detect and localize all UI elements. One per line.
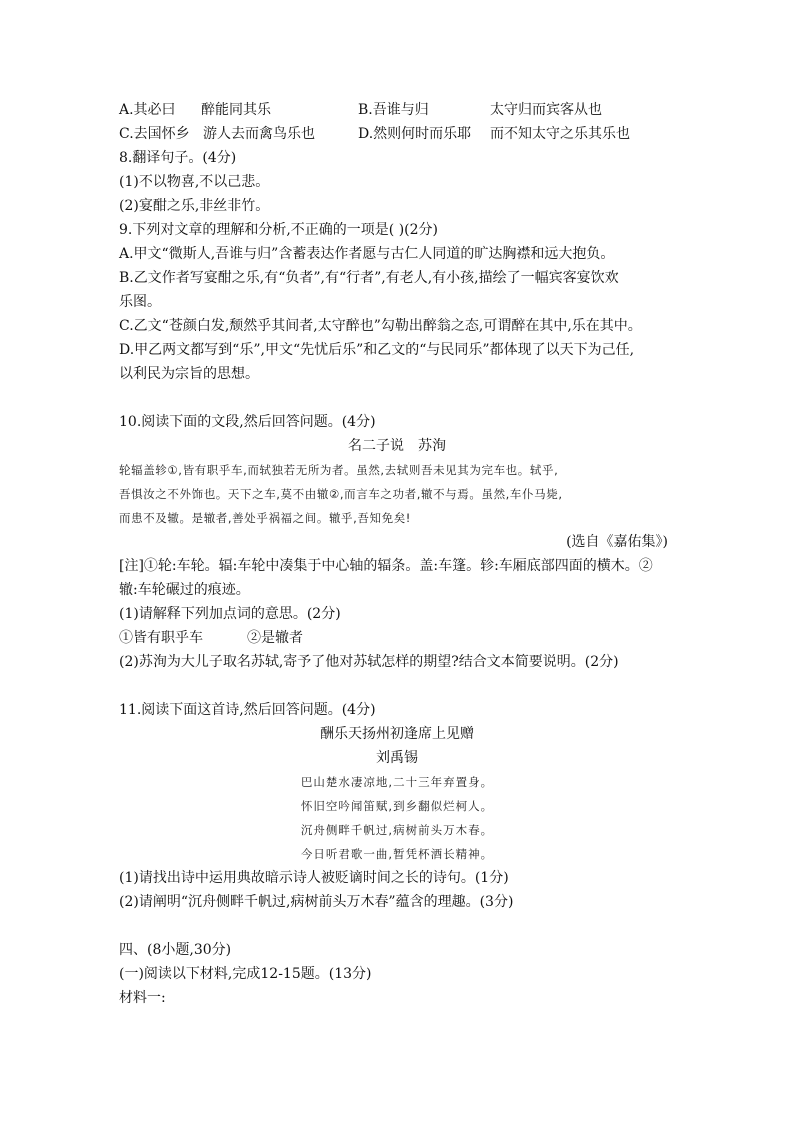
q7-row-ab [119, 99, 602, 121]
q11-sub-question-1: (1)请找出诗中运用典故暗示诗人被贬谪时间之长的诗句。(1分) [119, 870, 509, 886]
q11-poem-author: 刘禹锡 [376, 750, 418, 766]
q11-poem-line: 怀旧空吟闻笛赋,到乡翻似烂柯人。 [300, 799, 494, 813]
q7-option-c-label: C.去国怀乡 [119, 126, 190, 142]
q10-passage-title: 名二子说 苏洵 [348, 438, 446, 454]
q9-option-d-line1: D.甲乙两文都写到“乐”,甲文“先忧后乐”和乙文的“与民同乐”都体现了以天下为己任, [119, 342, 635, 358]
q11-title: 11.阅读下面这首诗,然后回答问题。(4分) [119, 702, 376, 718]
q10-note-line2: 辙:车轮碾过的痕迹。 [119, 582, 250, 598]
q7-option-b-text: 太守归而宾客从也 [490, 102, 602, 118]
q11-poem-line: 沉舟侧畔千帆过,病树前头万木春。 [300, 823, 494, 837]
section4-title: 四、(8小题,30分) [119, 942, 232, 958]
q8-item-1: (1)不以物喜,不以己悲。 [119, 174, 270, 190]
q9-option-c: C.乙文“苍颜白发,颓然乎其间者,太守醉也”勾勒出醉翁之态,可谓醉在其中,乐在其中。 [119, 318, 642, 334]
q8-title: 8.翻译句子。(4分) [119, 150, 237, 166]
section4-part1: (一)阅读以下材料,完成12-15题。(13分) [119, 966, 372, 982]
q8-item-2: (2)宴酣之乐,非丝非竹。 [119, 198, 270, 214]
q9-option-a: A.甲文“微斯人,吾谁与归”含蓄表达作者愿与古仁人同道的旷达胸襟和远大抱负。 [119, 246, 615, 262]
q10-sub-question-1-item-a: ①皆有职乎车 [119, 630, 203, 646]
q10-sub-question-1: (1)请解释下列加点词的意思。(2分) [119, 606, 341, 622]
q7-option-b-label: B.吾谁与归 [358, 102, 429, 118]
q11-poem-line: 今日听君歌一曲,暂凭杯酒长精神。 [300, 847, 494, 861]
q10-sub-question-2: (2)苏洵为大儿子取名苏轼,寄予了他对苏轼怎样的期望?结合文本简要说明。(2分) [119, 654, 619, 670]
q10-passage-line2: 吾惧汝之不外饰也。天下之车,莫不由辙②,而言车之功者,辙不与焉。虽然,车仆马毙, [119, 487, 563, 501]
q7-option-a-label: A.其必曰 [119, 102, 176, 118]
q10-title: 10.阅读下面的文段,然后回答问题。(4分) [119, 414, 376, 430]
q9-title: 9.下列对文章的理解和分析,不正确的一项是( )(2分) [119, 222, 439, 238]
q10-sub-question-1-item-b: ②是辙者 [247, 630, 303, 646]
q7-option-d-label: D.然则何时而乐耶 [358, 126, 472, 142]
q10-passage-line1: 轮辐盖轸①,皆有职乎车,而轼独若无所为者。虽然,去轼则吾未见其为完车也。轼乎, [119, 463, 559, 477]
q7-option-a-text: 醉能同其乐 [201, 102, 271, 118]
q11-poem-title: 酬乐天扬州初逢席上见赠 [320, 726, 474, 742]
q9-option-d-line2: 以利民为宗旨的思想。 [119, 366, 259, 382]
q10-sub-question-1-items [119, 627, 303, 649]
q7-option-c-text: 游人去而禽鸟乐也 [203, 126, 315, 142]
q9-option-b-line1: B.乙文作者写宴酣之乐,有“负者”,有“行者”,有老人,有小孩,描绘了一幅宾客宴饮欢 [119, 270, 619, 286]
q9-option-b-line2: 乐图。 [119, 294, 161, 310]
section4-material1: 材料一: [119, 990, 166, 1006]
q7-row-cd [119, 123, 630, 145]
q10-note-line1: [注]①轮:车轮。辐:车轮中凑集于中心轴的辐条。盖:车篷。轸:车厢底部四面的横木。② [119, 558, 653, 574]
q10-source: (选自《嘉佑集》) [566, 534, 668, 550]
q7-option-d-text: 而不知太守之乐其乐也 [490, 126, 630, 142]
q11-sub-question-2: (2)请阐明“沉舟侧畔千帆过,病树前头万木春”蕴含的理趣。(3分) [119, 894, 514, 910]
q10-passage-line3: 而患不及辙。是辙者,善处乎祸福之间。辙乎,吾知免矣! [119, 511, 412, 525]
q11-poem-line: 巴山楚水凄凉地,二十三年弃置身。 [300, 775, 494, 789]
